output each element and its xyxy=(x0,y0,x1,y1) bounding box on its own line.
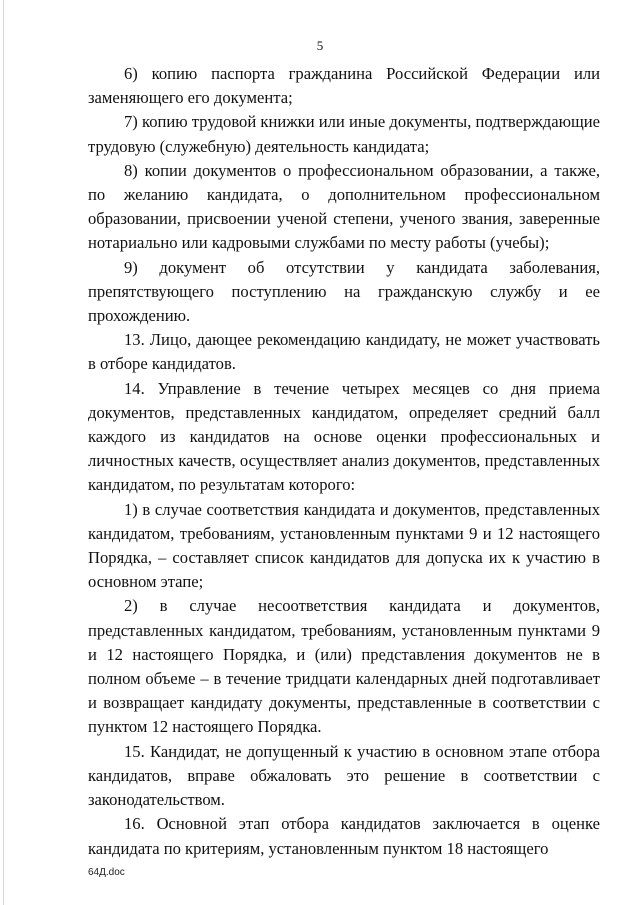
paragraph-clause-16: 16. Основной этап отбора кандидатов заключается в оценке кандидата по критериям, установленным пунктом 18 настоящего xyxy=(88,814,600,858)
paragraph-clause-14-item-2: 2) в случае несоответствия кандидата и документов, представленных кандидатом, требованиям, установленным пунктами 9 и 12 настоящего Порядка, и (или) представления документов не в полном объеме – в течение тридцати календарных дней подготавливает и возвращает кандидату документы, представленные в соответствии с пунктом 12 настоящего Порядка. xyxy=(88,596,600,737)
paragraph-item-9: 9) документ об отсутствии у кандидата заболевания, препятствующего поступлению на гражданскую службу и ее прохождению. xyxy=(88,257,600,326)
paragraph-clause-14: 14. Управление в течение четырех месяцев со дня приема документов, представленных кандидатом, определяет средний балл каждого из кандидатов на основе оценки профессиональных и личностных качеств, осуществляет анализ документов, представленных кандидатом, по результатам которого: xyxy=(88,378,600,495)
paragraph-clause-15: 15. Кандидат, не допущенный к участию в основном этапе отбора кандидатов, вправе обжаловать это решение в соответствии с законодательством. xyxy=(88,741,600,810)
paragraph-item-8: 8) копии документов о профессиональном образовании, а также, по желанию кандидата, о дополнительном профессиональном образовании, присвоении ученой степени, ученого звания, заверенные нотариально или кадровыми службами по месту работы (учебы); xyxy=(88,160,600,253)
footer-filename: 64Д.doc xyxy=(88,867,125,878)
paragraph-clause-14-item-1: 1) в случае соответствия кандидата и документов, представленных кандидатом, требованиям, установленным пунктами 9 и 12 настоящего Порядка, – составляет список кандидатов для допуска их к участию в основном этапе; xyxy=(88,499,600,592)
document-body xyxy=(88,62,600,861)
scan-edge-line xyxy=(3,0,4,905)
paragraph-clause-13: 13. Лицо, дающее рекомендацию кандидату, не может участвовать в отборе кандидатов. xyxy=(88,330,600,374)
paragraph-item-7: 7) копию трудовой книжки или иные документы, подтверждающие трудовую (служебную) деятельность кандидата; xyxy=(88,112,600,156)
paragraph-item-6: 6) копию паспорта гражданина Российской Федерации или заменяющего его документа; xyxy=(88,64,600,108)
page-number: 5 xyxy=(316,38,324,53)
